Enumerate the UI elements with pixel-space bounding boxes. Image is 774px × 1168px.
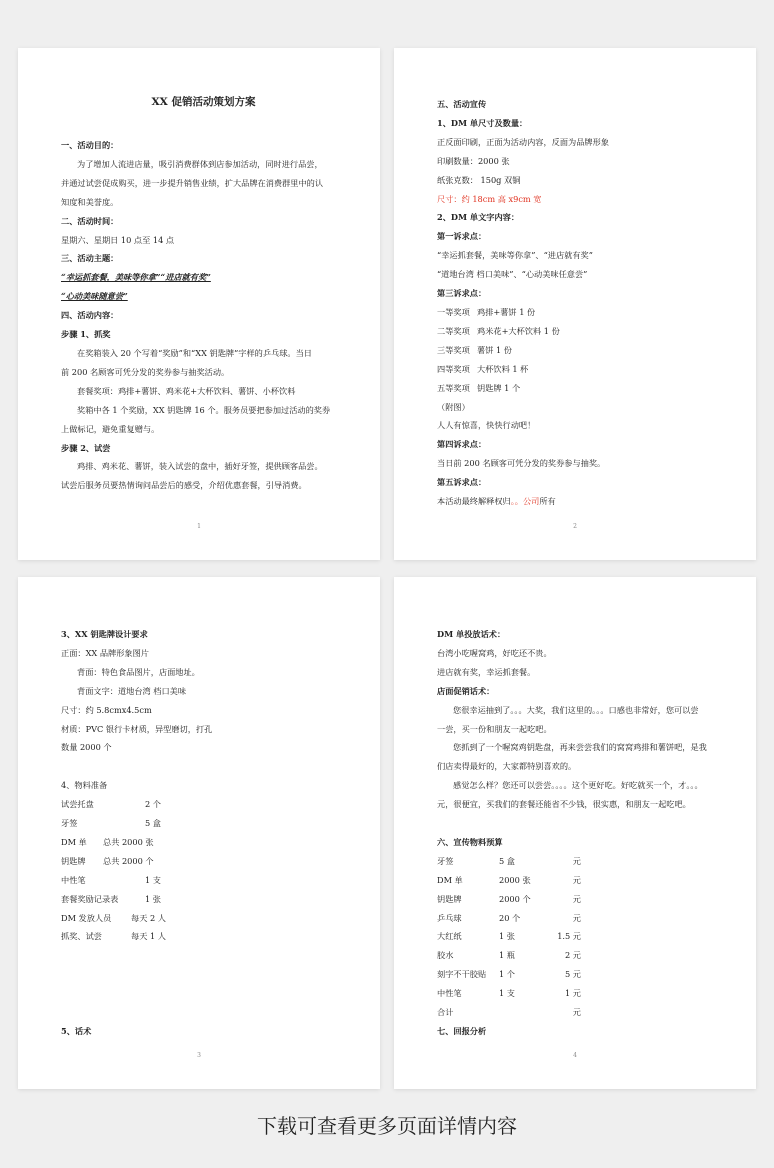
- step-heading: 步骤 1、抓奖: [61, 329, 111, 340]
- material-row: [61, 909, 346, 928]
- material-qty: 每天 1 人: [131, 931, 166, 942]
- page-content: [437, 625, 722, 1041]
- budget-qty: 2000 张: [499, 874, 531, 885]
- budget-price: 5 元: [565, 969, 581, 980]
- budget-total-row: [437, 1003, 722, 1022]
- material-qty: 5 盒: [145, 818, 161, 829]
- attachment-note: （附图）: [437, 401, 470, 412]
- size-note: 尺寸：约 18cm 高 x9cm 宽: [437, 193, 542, 204]
- budget-row: [437, 852, 722, 871]
- paragraph-line: 星期六、星期日 10 点至 14 点: [61, 234, 175, 245]
- section-heading: 四、活动内容：: [61, 310, 119, 321]
- budget-row: [437, 890, 722, 909]
- paragraph-line: 数量 2000 个: [61, 742, 112, 753]
- paragraph-line: 您抓到了一个喔窝鸡钥匙盘，再来尝尝我们的窝窝鸡排和薯饼吧，是我: [453, 742, 707, 753]
- paragraph-line: 印刷数量：2000 张: [437, 155, 510, 166]
- paragraph-line: 您很幸运抽到了。。。大奖，我们这里的。。。口感也非常好，您可以尝: [453, 704, 699, 715]
- budget-row: [437, 871, 722, 890]
- subsection-heading: DM 单投放话术：: [437, 629, 506, 639]
- subsection-heading: 5、话术: [61, 1025, 92, 1036]
- budget-price: 1.5 元: [557, 931, 581, 942]
- material-qty: 总共 2000 张: [103, 836, 154, 847]
- prize-row: [437, 322, 722, 341]
- material-qty: 2 个: [145, 799, 161, 810]
- material-name: 钥匙牌: [61, 855, 86, 866]
- appeal-heading: 第一诉求点：: [437, 231, 487, 242]
- section-heading: 六、宣传物料预算: [437, 836, 503, 847]
- step-heading: 步骤 2、试尝: [61, 442, 111, 453]
- call-to-action: 人人有惊喜，快快行动吧！: [437, 420, 536, 431]
- material-qty: 总共 2000 个: [103, 855, 154, 866]
- paragraph-line: 鸡排、鸡米花、薯饼，装入试尝的盘中，插好牙签，提供顾客品尝。: [77, 461, 323, 472]
- appeal-heading: 第五诉求点：: [437, 477, 487, 488]
- budget-row: [437, 984, 722, 1003]
- document-page-2: [394, 48, 756, 560]
- paragraph-line: 当日前 200 名顾客可凭分发的奖券参与抽奖。: [437, 458, 606, 469]
- paragraph-line: 奖箱中各 1 个奖励，XX 钥匙牌 16 个。服务员要把参加过活动的奖券: [77, 404, 331, 415]
- prize-rank: 五等奖项: [437, 382, 470, 393]
- material-row: [61, 927, 346, 946]
- material-row: [61, 871, 346, 890]
- prize-row: [437, 360, 722, 379]
- section-heading: 三、活动主题：: [61, 253, 119, 264]
- budget-item: DM 单: [437, 874, 463, 885]
- slogan-line: “道地台湾 档口美味”、“心动美味任意尝”: [437, 269, 588, 280]
- budget-price: 元: [572, 912, 581, 923]
- paragraph-line: 台湾小吃喔窝鸡，好吃还不贵。: [437, 647, 552, 658]
- budget-price: 元: [572, 874, 581, 885]
- paragraph-line: 材质：PVC 银行卡材质，异型磨切，打孔: [61, 723, 213, 734]
- budget-qty: 1 支: [499, 988, 515, 999]
- theme-slogan: “幸运抓套餐，美味等你拿”“进店就有奖”: [61, 272, 211, 283]
- material-name: 套餐奖励记录表: [61, 893, 119, 904]
- paragraph-line: 正反面印刷，正面为活动内容，反面为品牌形象: [437, 136, 609, 147]
- page-number: 3: [197, 1052, 201, 1059]
- prize-rank: 四等奖项: [437, 363, 470, 374]
- budget-item: 钥匙牌: [437, 893, 462, 904]
- document-page-1: [18, 48, 380, 560]
- appeal-heading: 第四诉求点：: [437, 439, 487, 450]
- subsection-heading: 4、物料准备: [61, 780, 108, 791]
- prize-row: [437, 341, 722, 360]
- final-statement: [437, 492, 722, 511]
- page-number: 4: [573, 1052, 577, 1059]
- material-name: 试尝托盘: [61, 799, 94, 810]
- prize-row: [437, 303, 722, 322]
- material-name: 中性笔: [61, 874, 86, 885]
- material-row: [61, 833, 346, 852]
- prize-row: [437, 379, 722, 398]
- material-row: [61, 814, 346, 833]
- budget-qty: 20 个: [499, 912, 521, 923]
- paragraph-line: 前 200 名顾客可凭分发的奖券参与抽奖活动。: [61, 366, 230, 377]
- paragraph-line: 元，很便宜，买我们的套餐还能省不少钱，很实惠，和朋友一起吃吧。: [437, 799, 691, 810]
- final-text: 本活动最终解释权归: [437, 496, 511, 507]
- budget-row: [437, 965, 722, 984]
- budget-qty: 1 瓶: [499, 950, 515, 961]
- budget-row: [437, 946, 722, 965]
- budget-price: 1 元: [565, 988, 581, 999]
- budget-item: 牙签: [437, 855, 454, 866]
- paragraph-line: 们店卖得最好的，大家都特别喜欢的。: [437, 761, 577, 772]
- prize-item: 鸡排+薯饼 1 份: [477, 306, 536, 317]
- budget-item: 胶水: [437, 950, 454, 961]
- material-name: 抓奖、试尝: [61, 931, 102, 942]
- paragraph-line: 并通过试尝促成购买，进一步提升销售业绩，扩大品牌在消费群里中的认: [61, 177, 324, 188]
- paragraph-line: 正面：XX 品牌形象图片: [61, 647, 149, 658]
- material-name: 牙签: [61, 818, 78, 829]
- slogan-line: “幸运抓套餐，美味等你拿”、“进店就有奖”: [437, 250, 593, 261]
- budget-row: [437, 927, 722, 946]
- paragraph-line: 尺寸：约 5.8cmx4.5cm: [61, 704, 152, 715]
- prize-item: 钥匙牌 1 个: [477, 382, 521, 393]
- prize-rank: 二等奖项: [437, 325, 470, 336]
- theme-slogan: “心动美味随意尝”: [61, 291, 128, 302]
- material-row: [61, 852, 346, 871]
- page-content: [61, 94, 346, 495]
- paragraph-line: 背面：特色食品图片，店面地址。: [77, 666, 200, 677]
- material-name: DM 单: [61, 836, 87, 847]
- paragraph-line: 纸张克数： 150g 双铜: [437, 174, 521, 185]
- page-content: [61, 625, 346, 1041]
- prize-rank: 一等奖项: [437, 306, 470, 317]
- material-qty: 1 支: [145, 874, 161, 885]
- budget-qty: 5 盒: [499, 855, 515, 866]
- subsection-heading: 3、XX 钥匙牌设计要求: [61, 629, 148, 639]
- page-content: [437, 95, 722, 511]
- budget-item: 乒乓球: [437, 912, 462, 923]
- download-more-link[interactable]: 下载可查看更多页面详情内容: [257, 1114, 517, 1138]
- paragraph-line: 进店就有奖，幸运抓套餐。: [437, 666, 536, 677]
- material-qty: 每天 2 人: [131, 912, 166, 923]
- paragraph-line: 为了增加人流进店量，吸引消费群体到店参加活动，同时进行品尝，: [77, 158, 323, 169]
- paragraph-line: 感觉怎么样？您还可以尝尝。。。。这个更好吃。好吃就买一个，才。。。: [453, 780, 703, 791]
- budget-item: 合计: [437, 1007, 454, 1018]
- paragraph-line: 一尝，买一份和朋友一起吃吧。: [437, 723, 552, 734]
- budget-item: 中性笔: [437, 988, 462, 999]
- page-number: 2: [573, 523, 577, 530]
- page-number: 1: [197, 523, 201, 530]
- budget-price: 元: [572, 855, 581, 866]
- section-heading: 五、活动宣传: [437, 99, 487, 109]
- prize-item: 大杯饮料 1 杯: [477, 363, 529, 374]
- budget-qty: 1 张: [499, 931, 515, 942]
- budget-price: 2 元: [565, 950, 581, 961]
- subsection-heading: 2、DM 单文字内容：: [437, 212, 520, 223]
- prize-item: 鸡米花+大杯饮料 1 份: [477, 325, 560, 336]
- paragraph-line: 试尝后服务员要热情询问品尝后的感受，介绍优惠套餐，引导消费。: [61, 480, 307, 491]
- budget-price: 元: [572, 1007, 581, 1018]
- paragraph-line: 在奖箱装入 20 个写着“奖励”和“XX 钥匙牌”字样的乒乓球。当日: [77, 347, 312, 358]
- budget-qty: 1 个: [499, 969, 515, 980]
- document-page-3: [18, 577, 380, 1089]
- budget-row: [437, 909, 722, 928]
- document-page-4: [394, 577, 756, 1089]
- document-title: XX 促销活动策划方案: [151, 96, 256, 108]
- budget-item: 大红纸: [437, 931, 462, 942]
- final-end: 所有: [539, 496, 556, 507]
- paragraph-line: 知度和美誉度。: [61, 196, 119, 207]
- material-name: DM 发放人员: [61, 912, 112, 923]
- section-heading: 二、活动时间：: [61, 215, 119, 226]
- material-qty: 1 张: [145, 893, 161, 904]
- budget-item: 刻字不干胶贴: [437, 969, 487, 980]
- paragraph-line: 套餐奖项：鸡排+薯饼、鸡米花+大杯饮料、薯饼、小杯饮料: [77, 385, 296, 396]
- company-name: 。。公司: [510, 496, 540, 507]
- appeal-heading: 第三诉求点：: [437, 288, 487, 299]
- paragraph-line: 上做标记，避免重复赠与。: [61, 423, 160, 434]
- material-row: [61, 795, 346, 814]
- paragraph-line: 背面文字：道地台湾 档口美味: [77, 685, 187, 696]
- section-heading: 七、回报分析: [437, 1026, 487, 1037]
- subsection-heading: 店面促销话术：: [437, 685, 495, 696]
- budget-qty: 2000 个: [499, 893, 531, 904]
- prize-rank: 三等奖项: [437, 344, 470, 355]
- budget-price: 元: [572, 893, 581, 904]
- subsection-heading: 1、DM 单尺寸及数量：: [437, 117, 528, 128]
- prize-item: 薯饼 1 份: [477, 344, 512, 355]
- section-heading: 一、活动目的：: [61, 140, 119, 150]
- material-row: [61, 890, 346, 909]
